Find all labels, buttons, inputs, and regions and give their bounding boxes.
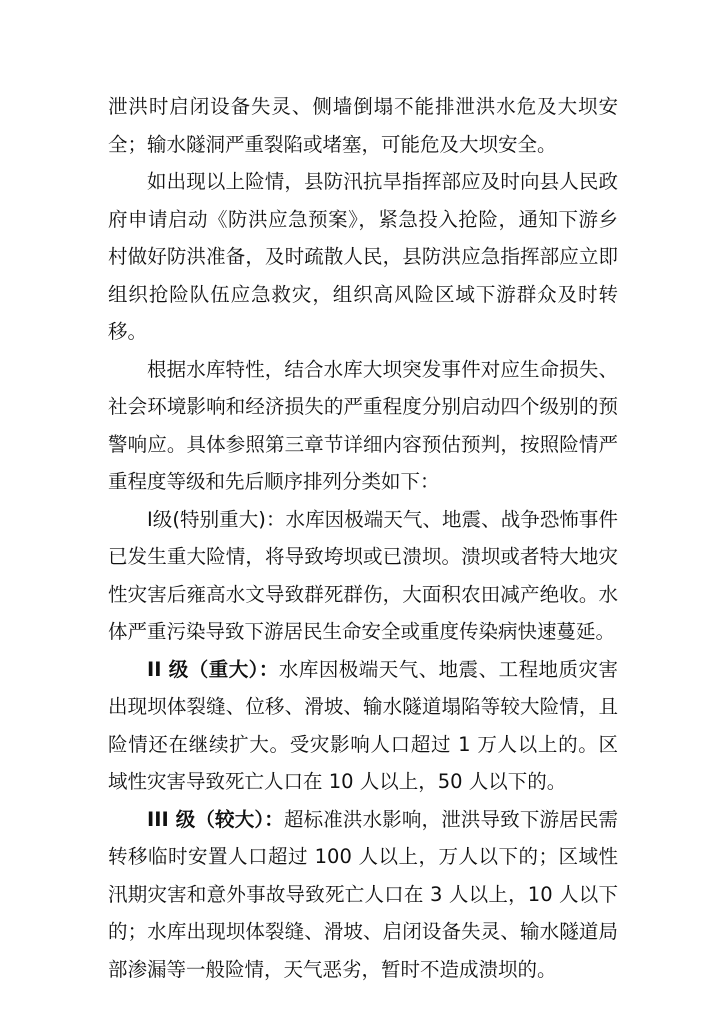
paragraph-level-1: I级(特别重大)：水库因极端天气、地震、战争恐怖事件已发生重大险情，将导致垮坝或已溃坝。溃坝或者特大地灾性灾害后雍高水文导致群死群伤，大面积农田减产绝收。水体严重污染导致下游居民生命安全或重度传染病快速蔓延。 [108, 507, 618, 643]
paragraph-emergency-response: 如出现以上险情，县防汛抗旱指挥部应及时向县人民政府申请启动《防洪应急预案》，紧急投入抢险，通知下游乡村做好防洪准备，及时疏散人民，县防洪应急指挥部应立即组织抢险队伍应急救灾，组织高风险区域下游群众及时转移。 [108, 170, 618, 343]
level-2-text: 水库因极端天气、地震、工程地质灾害出现坝体裂缝、位移、滑坡、输水隧道塌陷等较大险情，且险情还在继续扩大。受灾影响人口超过 1 万人以上的。区域性灾害导致死亡人口在 10 人以上，50 人以下的。 [108, 657, 618, 793]
paragraph-dam-spillway-risks: 泄洪时启闭设备失灵、侧墙倒塌不能排泄洪水危及大坝安全；输水隧洞严重裂陷或堵塞，可能危及大坝安全。 [108, 95, 618, 156]
level-3-heading: III 级（较大）： [147, 807, 284, 831]
level-2-heading: II 级（重大）： [147, 657, 279, 681]
paragraph-warning-levels-intro: 根据水库特性，结合水库大坝突发事件对应生命损失、社会环境影响和经济损失的严重程度分别启动四个级别的预警响应。具体参照第三章节详细内容预估预判，按照险情严重程度等级和先后顺序排列分类如下： [108, 357, 618, 493]
paragraph-level-3 [108, 801, 618, 989]
paragraph-level-2 [108, 651, 618, 801]
document-page [108, 88, 618, 988]
level-3-text: 超标准洪水影响，泄洪导致下游居民需转移临时安置人口超过 100 人以上，万人以下的；区域性汛期灾害和意外事故导致死亡人口在 3 人以上，10 人以下的；水库出现坝体裂缝、滑坡、启闭设备失灵、输水隧道局部渗漏等一般险情，天气恶劣，暂时不造成溃坝的。 [108, 807, 618, 981]
